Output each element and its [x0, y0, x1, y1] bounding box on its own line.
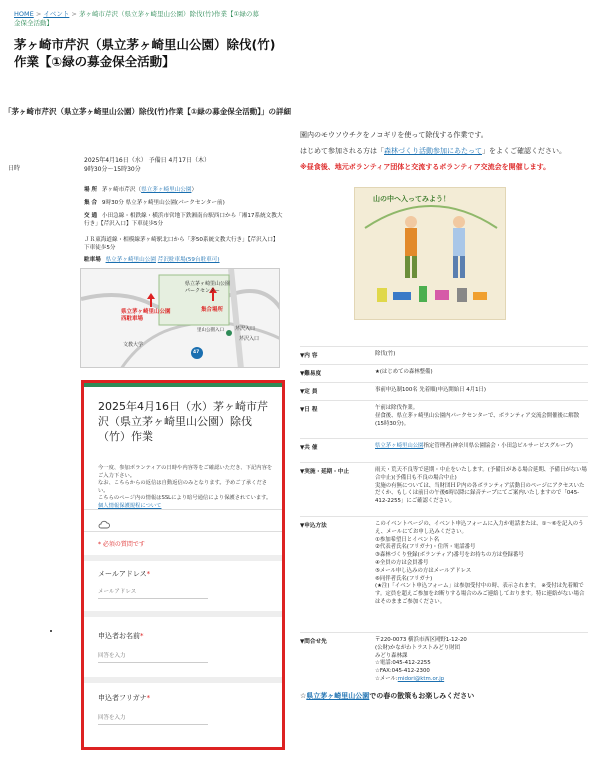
form-divider [84, 531, 282, 532]
table-row [300, 516, 588, 632]
map-label-bunkyo: 文教大学 [123, 342, 144, 348]
table-row-value: 除伐(竹) [375, 351, 396, 357]
footer-park-link[interactable]: 県立茅ヶ崎里山公園 [306, 692, 370, 700]
form-description [98, 465, 276, 511]
required-mark: * [140, 632, 144, 640]
detail-heading: 「茅ヶ崎市芹沢（県立茅ヶ崎里山公園）除伐(竹)作業【①緑の募金保全活動】」の詳細 [4, 107, 291, 116]
table-row-label: ▼問合せ先 [300, 639, 327, 645]
transport-row [84, 212, 284, 228]
page-title: 茅ヶ崎市芹沢（県立茅ヶ崎里山公園）除伐(竹)作業【①緑の募金保全活動】 [14, 37, 276, 69]
table-row-label: ▼内 容 [300, 353, 318, 359]
place-key: 場 所 [84, 187, 98, 193]
transport-value-1: 小田急線・相鉄線・横浜市営地下鉄湘南台駅西口から「湘17系統文教大行き」【芹沢入口】下車徒歩5分 [84, 213, 283, 227]
table-row-value: 午前は除伐作業。 昼食後、県立茅ヶ崎里山公園内パークセンターで、ボランティア交流会開催後に解散(15時30分)。 [375, 405, 580, 427]
breadcrumb-home[interactable]: HOME [14, 10, 34, 18]
map-label-serizawa-2: 芹沢入口 [239, 336, 260, 342]
map-label-meet: 集合場所 [201, 307, 224, 313]
place-end: ） [191, 187, 198, 193]
star-icon: ☆ [300, 692, 307, 700]
breadcrumb [14, 10, 264, 28]
date-label: 日時 [8, 165, 21, 172]
form-desc-2: なお、こちらからの返信は自動返信のみとなります。予めご了承ください。 [98, 480, 268, 494]
footer-text: での春の散策もお楽しみください [369, 692, 475, 700]
table-row-label: ▼実施・延期・中止 [300, 469, 350, 475]
place-text: 茅ヶ崎市芹沢（ [101, 187, 142, 193]
illustration-graphic [355, 188, 506, 320]
transport-value-2: ＪＲ東海道線・相模線茅ヶ崎駅北口から「茅50系統文教大行き」【芹沢入口】下車徒歩5分 [84, 237, 279, 251]
table-row [300, 400, 588, 438]
contact-email-link[interactable]: midori@ktm.or.jp [397, 675, 445, 682]
table-row-value: ★(はじめての森林整備) [375, 369, 433, 375]
map-label-work-2: 西駐車場 [121, 316, 144, 322]
map-label-work [121, 309, 191, 323]
email-field[interactable] [98, 585, 208, 599]
privacy-policy-link[interactable]: 個人情報保護規程について [98, 502, 162, 509]
table-row [300, 364, 588, 382]
map-label-park [185, 281, 245, 294]
table-row [300, 438, 588, 462]
footer-note [300, 691, 596, 701]
map-label-park-2: パークセンター [185, 287, 220, 294]
parking-link-2[interactable]: 芹沢駐車場(59台駐車可) [157, 257, 220, 263]
map-bus-stop [226, 330, 232, 336]
breadcrumb-events[interactable]: イベント [43, 10, 70, 18]
table-row-value: 事前申込制100名 先着順(申込開始日 4月1日) [375, 387, 487, 393]
form-divider [84, 509, 282, 510]
intro-text-1: 園内のモウソウチクをノコギリを使って除伐する作業です。 [300, 131, 488, 139]
email-label-text: メールアドレス [98, 570, 147, 578]
email-label [98, 569, 150, 579]
form-desc-1: 今一度、参加ボランティアの日時や内容等をご確認いただき、下記内容をご入力下さい。 [98, 465, 273, 479]
meet-row [84, 199, 284, 207]
table-row-value [375, 637, 587, 684]
form-title: 2025年4月16日（水）茅ヶ崎市芹沢（県立茅ヶ崎里山公園）除伐（竹）作業 [98, 400, 268, 443]
participation-guide-link[interactable]: 森林づくり活動参加にあたって [384, 147, 482, 155]
required-mark: * [146, 570, 151, 578]
breadcrumb-separator: > [35, 10, 42, 18]
required-note: * 必須の質問です [98, 541, 145, 548]
table-row [300, 346, 588, 364]
transport-row-2 [84, 236, 284, 252]
form-desc-3: こちらのページ内の情報はSSLにより暗号通信により保護されています。 [98, 495, 272, 502]
table-row [300, 462, 588, 516]
required-mark: * [146, 694, 151, 702]
co-host-link[interactable]: 県立茅ヶ崎里山公園 [375, 443, 424, 449]
table-row-label: ▼定 員 [300, 389, 318, 395]
intro-text-2-post: 」をよくご確認ください。 [482, 147, 566, 155]
intro-text-2-pre: はじめて参加される方は「 [300, 147, 384, 155]
breadcrumb-separator: > [71, 10, 77, 18]
name-label [98, 631, 144, 641]
table-row [300, 632, 588, 688]
furigana-label [98, 693, 150, 703]
meet-key: 集 合 [84, 200, 98, 206]
table-row-value [375, 443, 587, 451]
furigana-label-text: 申込者フリガナ [98, 694, 147, 702]
table-row-value: 雨天・荒天不良等で延期・中止をいたします。(予備日がある場合延期、予備日がない場合中止)(予備日も不良の場合中止) 実施の有無については、当財団ＨＰ内の各ボランティア活動日のページにアクセスいただくか、もしくは前日の午後6時以降に録音テープにてご案内いたしますので「045-412-2255」にご確認ください。 [375, 467, 587, 505]
map-label-bus: 里山公園入口 [197, 328, 224, 333]
map-label-park-1: 県立茅ヶ崎里山公園 [185, 281, 231, 287]
intro-text-2 [300, 145, 596, 157]
table-row-value: このイベントページの、イベント申込フォームに入力か電話または、①〜⑥を記入のうえ、メールにてお申し込みください。 ①参加希望日とイベント名 ②代表者氏名(フリガナ)・住所・電話番号 ③森林づくり登録(ボランティア)番号をお持ちの方は登録番号 ④全員の方は会員番号 ⑤メール申し込みの方はメールアドレス ⑥同伴者氏名(フリガナ) (★注)「イベント申込フォーム」は参加受付中の時、表示されます。 ※受付は先着順です。定員を超えご参加をお断りする場合のみご連絡しております。特に連絡がない場合はそのままご参加ください。 [375, 521, 585, 605]
form-top-bar [84, 383, 282, 387]
cloud-icon [98, 515, 110, 525]
table-row [300, 382, 588, 400]
furigana-field[interactable] [98, 711, 208, 725]
forest-illustration [354, 187, 506, 320]
form-section-gap [84, 555, 282, 561]
name-field[interactable] [98, 649, 208, 663]
place-link[interactable]: 県立茅ヶ崎里山公園 [141, 187, 192, 193]
place-row [84, 186, 284, 194]
map-label-serizawa-1: 芹沢入口 [235, 326, 256, 332]
table-row-label: ▼難易度 [300, 371, 322, 377]
stray-dot [50, 630, 52, 632]
map-label-route: 47 [193, 350, 200, 355]
date-line-2: 9時30分～15時30分 [84, 166, 141, 173]
transport-key: 交 通 [84, 213, 98, 219]
meet-value: 9時30分 県立茅ヶ崎里山公園(パークセンター前) [101, 200, 225, 206]
parking-link-1[interactable]: 県立茅ヶ崎里山公園 [105, 257, 156, 263]
parking-row [84, 256, 284, 264]
map-label-work-1: 県立茅ヶ崎里山公園 [121, 309, 171, 315]
form-section-gap [84, 611, 282, 617]
table-row-label: ▼日 程 [300, 407, 318, 413]
access-map [80, 268, 280, 368]
event-application-form [81, 380, 285, 750]
name-label-text: 申込者お名前 [98, 632, 140, 640]
table-row-label: ▼申込方法 [300, 523, 327, 529]
form-section-gap [84, 677, 282, 683]
breadcrumb-current: 茅ヶ崎市芹沢（県立茅ヶ崎里山公園）除伐(竹)作業【①緑の募金保全活動】 [14, 10, 259, 27]
map-arrow-head [147, 293, 155, 299]
table-row-label: ▼共 催 [300, 445, 318, 451]
illustration-title: 山の中へ入ってみよう！ [373, 195, 450, 203]
date-line-1: 2025年4月16日（水） 予備日 4月17日（木） [84, 157, 210, 164]
intro-text-3: ※昼食後、地元ボランティア団体と交流するボランティア交流会を開催します。 [300, 163, 551, 171]
parking-key: 駐車場 [84, 257, 101, 263]
co-host-text: 指定管理者(神奈川県公園協会・小田急ビルサービスグループ) [423, 443, 573, 449]
contact-text: 〒220-0073 横浜市西区岡野1-12-20 (公財)かながわトラストみどり財団 みどり森林課 ☆電話:045-412-2255 ☆FAX:045-412-2300 ☆メール: [375, 637, 467, 682]
